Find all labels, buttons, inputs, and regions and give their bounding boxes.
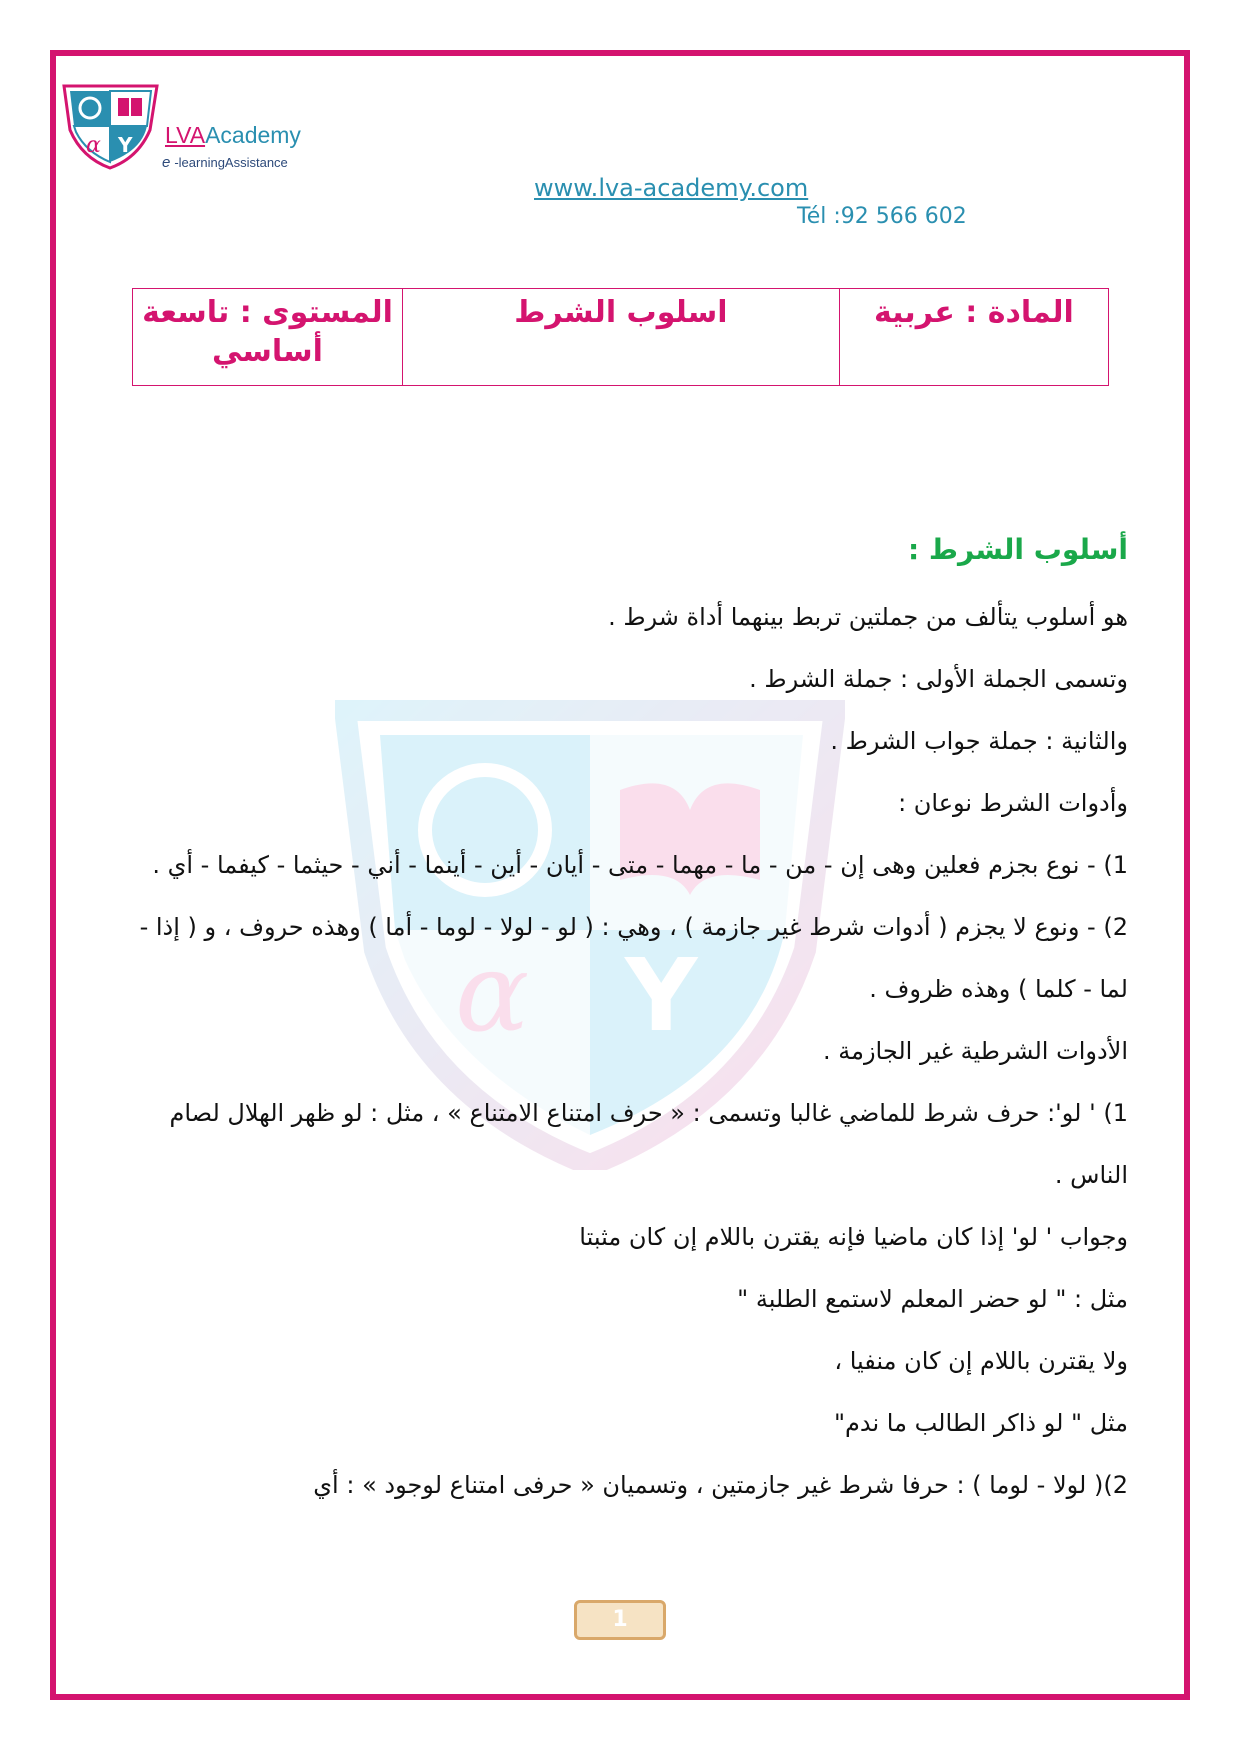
svg-text:α: α: [86, 133, 101, 158]
body-line: مثل " لو ذاكر الطالب ما ندم": [833, 1409, 1128, 1437]
subject-cell: المادة : عربية: [839, 289, 1108, 386]
svg-text:Y: Y: [118, 133, 133, 157]
svg-text:α: α: [455, 928, 530, 1056]
website-link[interactable]: www.lva-academy.com: [534, 174, 809, 202]
body-line: وأدوات الشرط نوعان :: [898, 789, 1128, 817]
level-cell: المستوى : تاسعة أساسي: [133, 289, 403, 386]
svg-text:Y: Y: [625, 937, 698, 1054]
body-line: الأدوات الشرطية غير الجازمة .: [822, 1037, 1128, 1065]
phone-number: Tél :92 566 602: [797, 204, 967, 229]
body-line: 1) - نوع بجزم فعلين وهى إن - من - ما - مهما - متى - أيان - أين - أينما - أني - حيثما - كيفما - أي .: [152, 851, 1128, 879]
topic-cell: اسلوب الشرط: [403, 289, 840, 386]
body-line: ولا يقترن باللام إن كان منفيا ،: [834, 1347, 1128, 1375]
body-line: 2) - ونوع لا يجزم ( أدوات شرط غير جازمة ) ، وهي : ( لو - لولا - لوما - أما ) وهذه حروف ، و ( إذا - لما - كلما ) وهذه ظروف .: [139, 913, 1128, 1003]
body-line: مثل : " لو حضر المعلم لاستمع الطلبة ": [737, 1285, 1128, 1313]
body-line: هو أسلوب يتألف من جملتين تربط بينهما أداة شرط .: [608, 603, 1128, 631]
lva-shield-logo-icon: [58, 80, 163, 170]
body-line: 2)( لولا - لوما ) : حرفا شرط غير جازمتين ، وتسميان « حرفى امتناع لوجود » : أي: [313, 1471, 1128, 1499]
info-table: [132, 288, 1109, 386]
brand-name: LVAAcademy: [165, 122, 301, 148]
brand-tagline: e -learningAssistance: [162, 154, 288, 171]
body-line: وتسمى الجملة الأولى : جملة الشرط .: [749, 665, 1128, 693]
lesson-content: [120, 530, 1128, 1516]
page-number: 1: [574, 1600, 666, 1640]
body-line: والثانية : جملة جواب الشرط .: [830, 727, 1128, 755]
section-heading: أسلوب الشرط :: [907, 533, 1128, 566]
body-line: وجواب ' لو' إذا كان ماضيا فإنه يقترن باللام إن كان مثبتا: [579, 1223, 1128, 1251]
body-line: 1) ' لو': حرف شرط للماضي غالبا وتسمى : « حرف امتناع الامتناع » ، مثل : لو ظهر الهلال لصام الناس .: [169, 1099, 1128, 1189]
